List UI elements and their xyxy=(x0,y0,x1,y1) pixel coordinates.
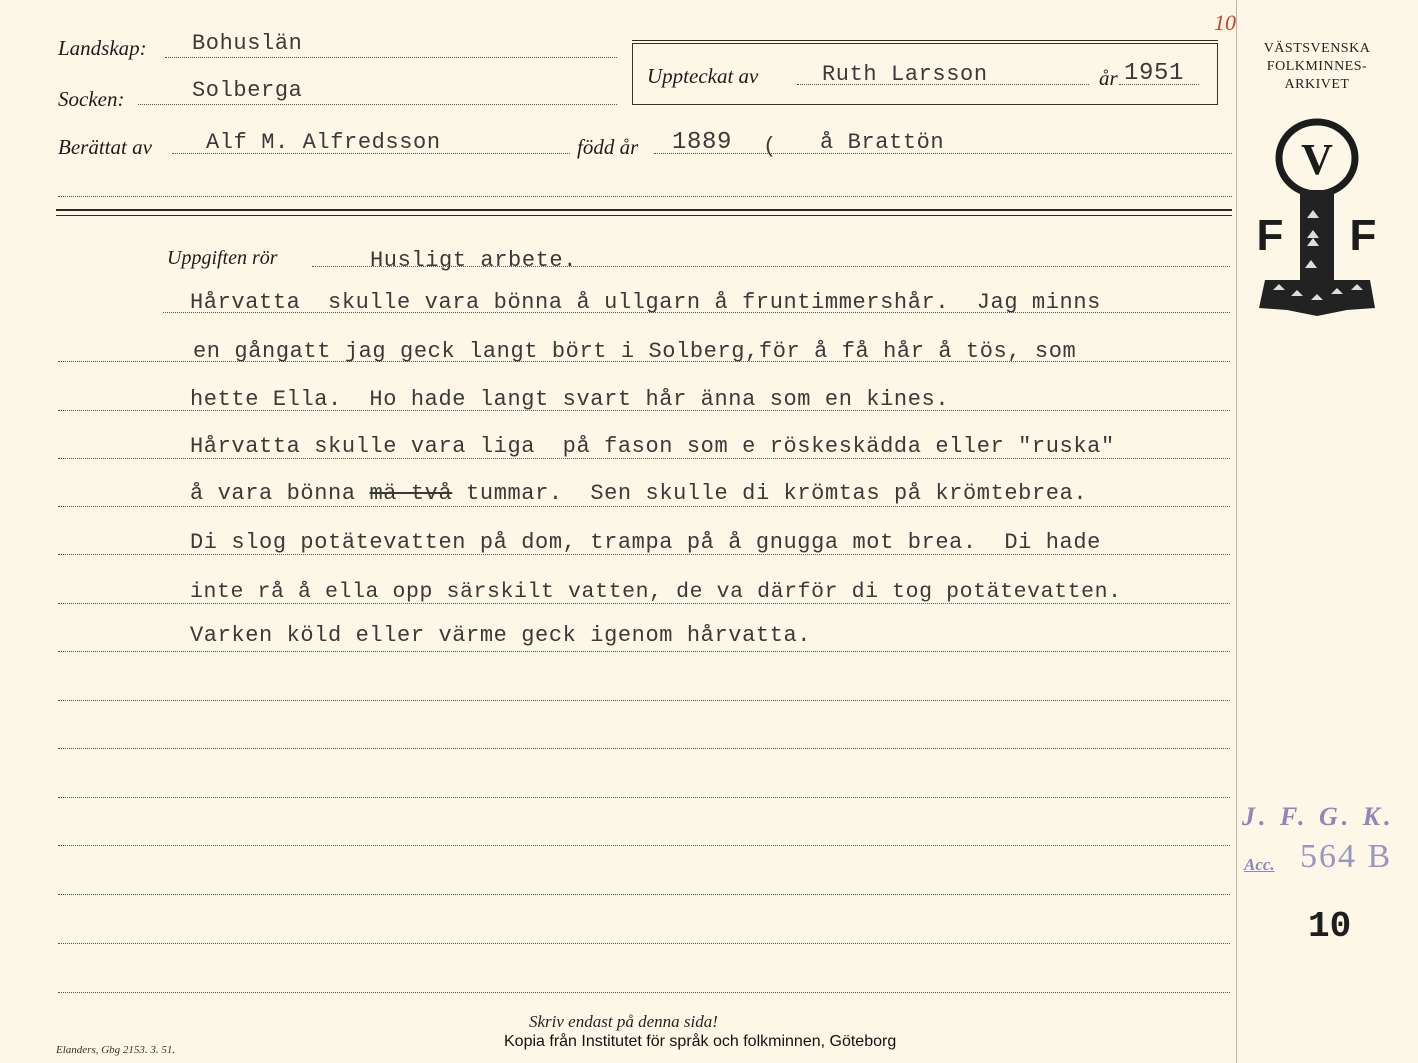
body-line: Hårvatta skulle vara liga på fason som e röskeskädda eller "ruska" xyxy=(190,434,1115,459)
logo-letter-f: F xyxy=(1349,211,1377,260)
body-line-part: å vara bönna xyxy=(190,481,356,506)
fodd-correction-mark: ( xyxy=(763,134,777,159)
rule-line xyxy=(58,943,1230,944)
footer-instruction: Skriv endast på denna sida! xyxy=(529,1012,718,1031)
berattat-label: Berättat av xyxy=(58,135,152,159)
socken-label: Socken: xyxy=(58,87,125,111)
body-line-part: tummar. Sen skulle di krömtas på krömtebrea. xyxy=(466,481,1088,506)
body-line: inte rå å ella opp särskilt vatten, de va därför di tog potätevatten. xyxy=(190,580,1122,604)
rule-line xyxy=(58,748,1230,749)
margin-rule xyxy=(1236,0,1237,1063)
archive-name-line: VÄSTSVENSKA xyxy=(1263,41,1371,56)
footer-copy-notice: Kopia från Institutet för språk och folkminnen, Göteborg xyxy=(504,1033,897,1050)
rule-line xyxy=(58,506,1230,507)
upptecknat-label: Uppteckat av xyxy=(647,64,759,88)
rule-line xyxy=(58,992,1230,993)
fodd-label: född år xyxy=(577,135,639,159)
ar-label: år xyxy=(1099,66,1118,90)
header-extra-dotline xyxy=(58,196,1232,197)
ar-value: 1951 xyxy=(1124,60,1185,87)
struck-text: mä två xyxy=(369,481,453,506)
archive-name-line: ARKIVET xyxy=(1284,77,1350,92)
hammer-logo-icon xyxy=(1255,118,1380,318)
header-separator-top xyxy=(56,209,1232,211)
accession-stamp-line1: J. F. G. K. xyxy=(1242,802,1395,831)
body-line: en gångatt jag geck langt bört i Solberg,för å få hår å tös, som xyxy=(193,339,1077,364)
socken-dotline xyxy=(138,104,617,105)
landskap-label: Landskap: xyxy=(58,36,147,60)
upptecknat-value: Ruth Larsson xyxy=(822,62,988,87)
page-mark: 10 xyxy=(1214,10,1236,35)
logo-letter-f: F xyxy=(1256,211,1284,260)
header-separator-bottom xyxy=(56,215,1232,216)
body-line: Varken köld eller värme geck igenom hårvatta. xyxy=(190,623,812,648)
logo-letter-v: V xyxy=(1301,135,1333,184)
rule-line xyxy=(58,845,1230,846)
archive-logo xyxy=(1255,118,1380,318)
body-line: Hårvatta skulle vara bönna å ullgarn å fruntimmershår. Jag minns xyxy=(190,290,1101,315)
rule-line xyxy=(58,700,1230,701)
printer-imprint: Elanders, Gbg 2153. 3. 51. xyxy=(56,1044,176,1056)
landskap-value: Bohuslän xyxy=(192,31,303,56)
accession-number: 564 B xyxy=(1300,838,1393,875)
place-value: å Brattön xyxy=(820,130,945,155)
upptecknat-box-topline xyxy=(632,40,1218,41)
body-line: hette Ella. Ho hade langt svart hår änna som en kines. xyxy=(190,387,950,412)
body-line-corrected xyxy=(190,481,1087,506)
rule-line xyxy=(58,894,1230,895)
body-line: Di slog potätevatten på dom, trampa på å gnugga mot brea. Di hade xyxy=(190,530,1101,555)
side-number: 10 xyxy=(1308,906,1352,947)
archive-name-line: FOLKMINNES- xyxy=(1266,59,1368,74)
subject-value: Husligt arbete. xyxy=(370,248,578,273)
socken-value: Solberga xyxy=(192,78,303,103)
fodd-value: 1889 xyxy=(672,129,733,156)
berattat-value: Alf M. Alfredsson xyxy=(206,130,441,155)
archive-name xyxy=(1250,40,1384,94)
accession-label: Acc. xyxy=(1244,855,1275,874)
rule-line xyxy=(58,797,1230,798)
landskap-dotline xyxy=(165,57,617,58)
rule-line xyxy=(58,651,1230,652)
subject-label: Uppgiften rör xyxy=(167,247,278,269)
